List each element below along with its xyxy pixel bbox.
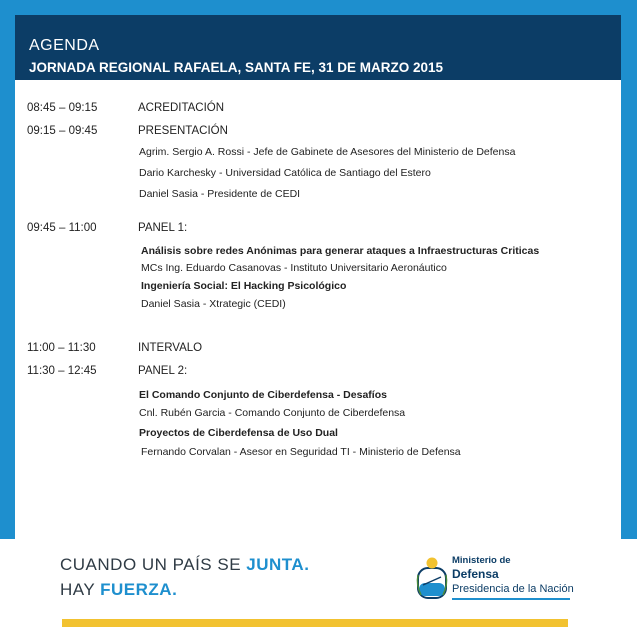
event-subtitle: JORNADA REGIONAL RAFAELA, SANTA FE, 31 DE MARZO 2015: [29, 60, 444, 75]
talk-title: El Comando Conjunto de Ciberdefensa - Desafíos: [139, 389, 387, 401]
agenda-card: [15, 15, 621, 539]
agenda-header: [15, 15, 621, 80]
talk-speaker: MCs Ing. Eduardo Casanovas - Instituto Universitario Aeronáutico: [141, 262, 447, 274]
agenda-content: [15, 80, 621, 539]
talk-title: Proyectos de Ciberdefensa de Uso Dual: [139, 427, 338, 439]
footer-banner: [0, 539, 637, 638]
speaker-line: Daniel Sasia - Presidente de CEDI: [139, 188, 301, 200]
session-time: 09:45 – 11:00: [27, 222, 97, 234]
talk-speaker: Fernando Corvalan - Asesor en Seguridad TI - Ministerio de Defensa: [141, 446, 461, 458]
talk-title: Análisis sobre redes Anónimas para generar ataques a Infraestructuras Criticas: [141, 245, 540, 257]
session-label: PANEL 1:: [138, 222, 188, 234]
session-label: ACREDITACIÓN: [138, 102, 225, 114]
coat-of-arms-icon: [415, 555, 449, 601]
session-label: INTERVALO: [138, 342, 203, 354]
session-time: 11:30 – 12:45: [27, 365, 97, 377]
session-label: PANEL 2:: [138, 365, 188, 377]
talk-speaker: Daniel Sasia - Xtrategic (CEDI): [141, 298, 286, 310]
session-label: PRESENTACIÓN: [138, 125, 228, 137]
session-time: 11:00 – 11:30: [27, 342, 96, 354]
ministry-logo: [415, 553, 575, 605]
talk-title: Ingeniería Social: El Hacking Psicológico: [141, 280, 347, 292]
logo-line-1: Ministerio de: [452, 555, 511, 566]
logo-line-2: Defensa: [452, 567, 499, 581]
session-time: 09:15 – 09:45: [27, 125, 98, 137]
slogan-line-1: CUANDO UN PAÍS SE JUNTA.: [60, 555, 310, 574]
logo-line-3: Presidencia de la Nación: [452, 583, 574, 595]
session-time: 08:45 – 09:15: [27, 102, 98, 114]
slogan-line-2: HAY FUERZA.: [60, 580, 178, 599]
agenda-title: AGENDA: [29, 37, 100, 54]
talk-speaker: Cnl. Rubén Garcia - Comando Conjunto de Ciberdefensa: [139, 407, 406, 419]
accent-bar: [62, 619, 568, 627]
speaker-line: Agrim. Sergio A. Rossi - Jefe de Gabinete de Asesores del Ministerio de Defensa: [139, 146, 516, 158]
logo-underline: [452, 598, 570, 600]
speaker-line: Dario Karchesky - Universidad Católica de Santiago del Estero: [139, 167, 431, 179]
